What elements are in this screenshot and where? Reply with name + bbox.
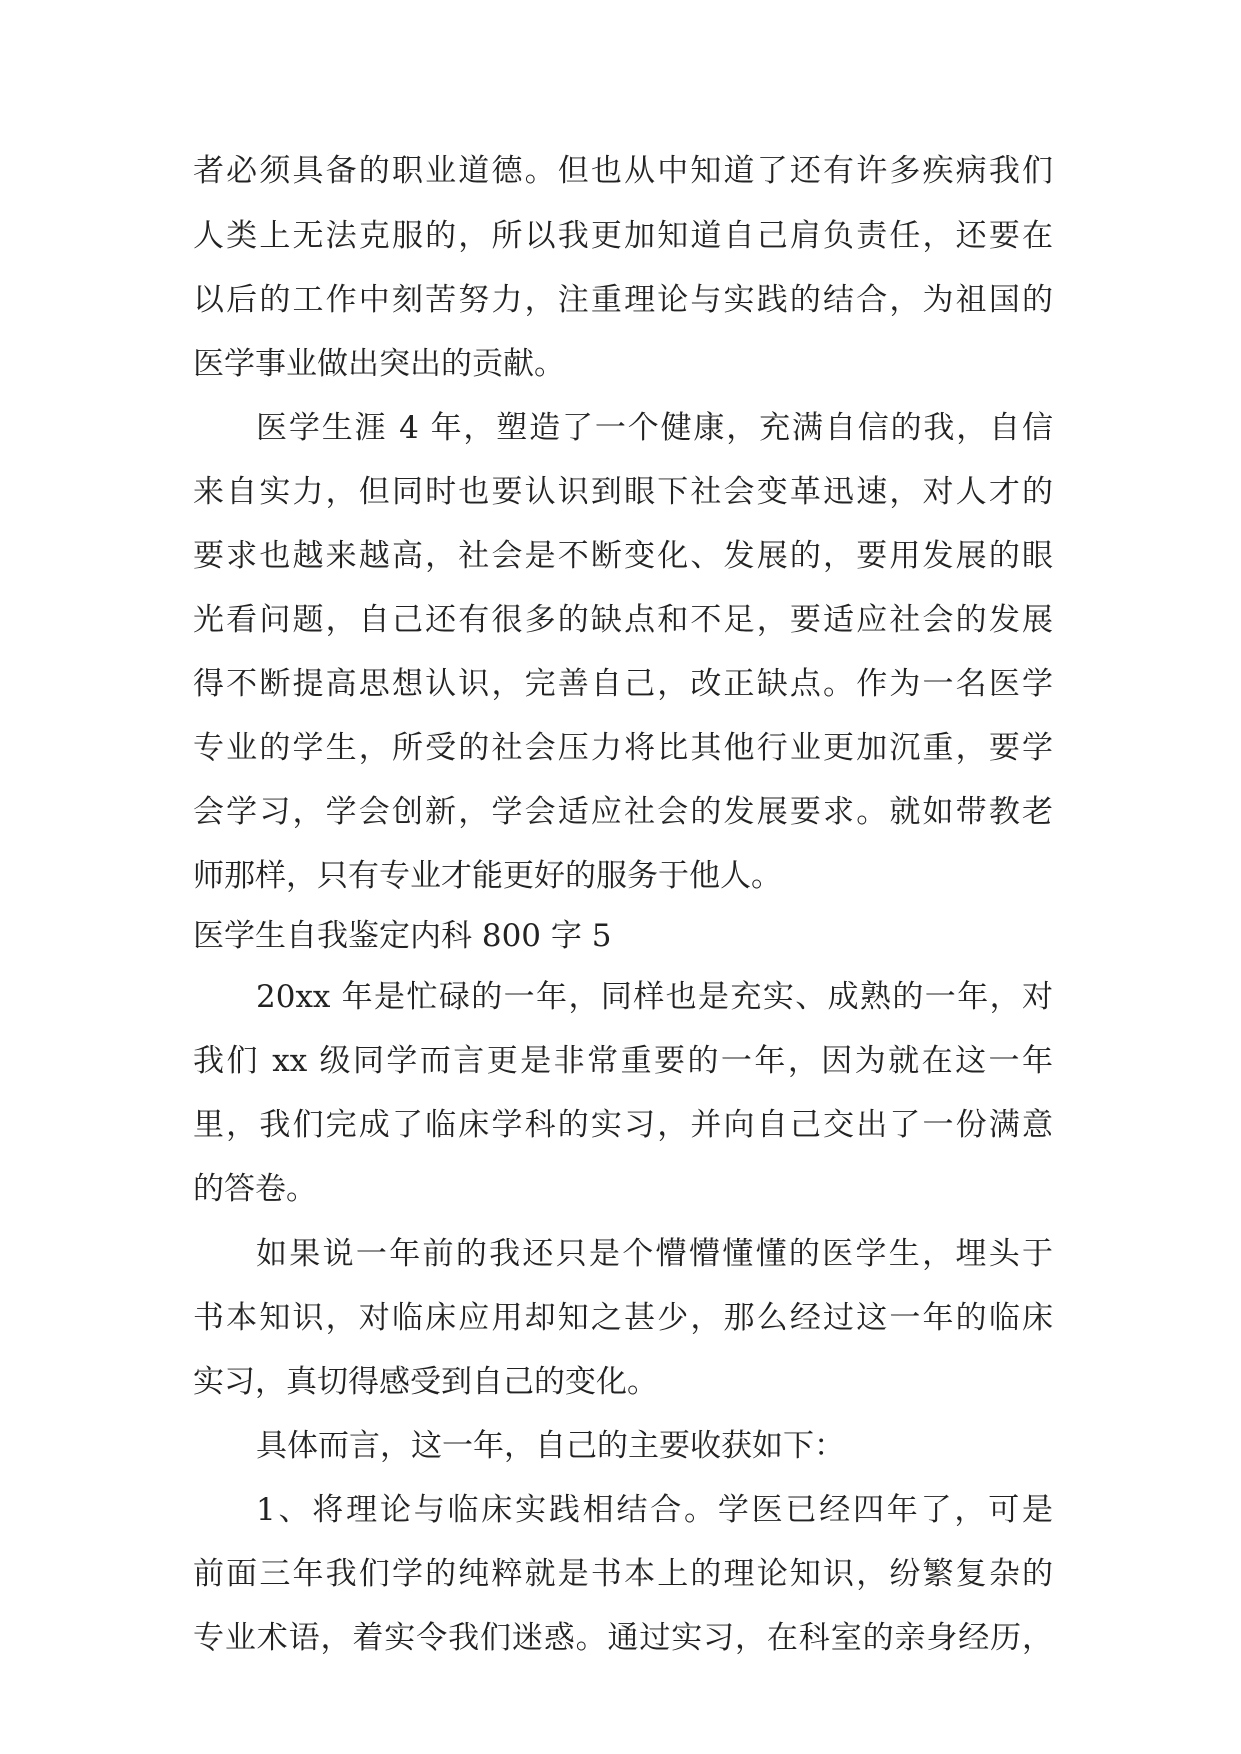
paragraph-line: 专业的学生，所受的社会压力将比其他行业更加沉重，要学 bbox=[193, 730, 1053, 766]
paragraph-line: 师那样，只有专业才能更好的服务于他人。 bbox=[193, 858, 782, 894]
paragraph-line: 医学事业做出突出的贡献。 bbox=[193, 346, 565, 382]
paragraph-line: 要求也越来越高，社会是不断变化、发展的，要用发展的眼 bbox=[193, 538, 1053, 574]
paragraph-line: 里，我们完成了临床学科的实习，并向自己交出了一份满意 bbox=[193, 1107, 1053, 1143]
paragraph-line: 的答卷。 bbox=[193, 1171, 317, 1207]
paragraph-line: 者必须具备的职业道德。但也从中知道了还有许多疾病我们 bbox=[193, 153, 1053, 189]
paragraph-line: 书本知识，对临床应用却知之甚少，那么经过这一年的临床 bbox=[193, 1300, 1053, 1336]
paragraph-line: 来自实力，但同时也要认识到眼下社会变革迅速，对人才的 bbox=[193, 474, 1053, 510]
paragraph-line: 得不断提高思想认识，完善自己，改正缺点。作为一名医学 bbox=[193, 666, 1053, 702]
paragraph-line: 20xx 年是忙碌的一年，同样也是充实、成熟的一年，对 bbox=[256, 979, 1053, 1015]
paragraph-line: 我们 xx 级同学而言更是非常重要的一年，因为就在这一年 bbox=[193, 1043, 1053, 1079]
paragraph-line: 前面三年我们学的纯粹就是书本上的理论知识，纷繁复杂的 bbox=[193, 1556, 1053, 1592]
paragraph-line: 1、将理论与临床实践相结合。学医已经四年了，可是 bbox=[256, 1492, 1053, 1528]
paragraph-line: 会学习，学会创新，学会适应社会的发展要求。就如带教老 bbox=[193, 794, 1053, 830]
paragraph-line: 如果说一年前的我还只是个懵懵懂懂的医学生，埋头于 bbox=[256, 1236, 1053, 1272]
paragraph-line: 光看问题，自己还有很多的缺点和不足，要适应社会的发展 bbox=[193, 602, 1053, 638]
paragraph-line: 人类上无法克服的，所以我更加知道自己肩负责任，还要在 bbox=[193, 218, 1053, 254]
paragraph-line: 专业术语，着实令我们迷惑。通过实习，在科室的亲身经历， bbox=[193, 1620, 1053, 1656]
paragraph-line: 具体而言，这一年，自己的主要收获如下： bbox=[256, 1428, 845, 1464]
paragraph-line: 医学生涯 4 年，塑造了一个健康，充满自信的我，自信 bbox=[256, 410, 1053, 446]
paragraph-line: 以后的工作中刻苦努力，注重理论与实践的结合，为祖国的 bbox=[193, 282, 1053, 318]
paragraph-line: 实习，真切得感受到自己的变化。 bbox=[193, 1364, 658, 1400]
section-heading: 医学生自我鉴定内科 800 字 5 bbox=[193, 918, 612, 954]
